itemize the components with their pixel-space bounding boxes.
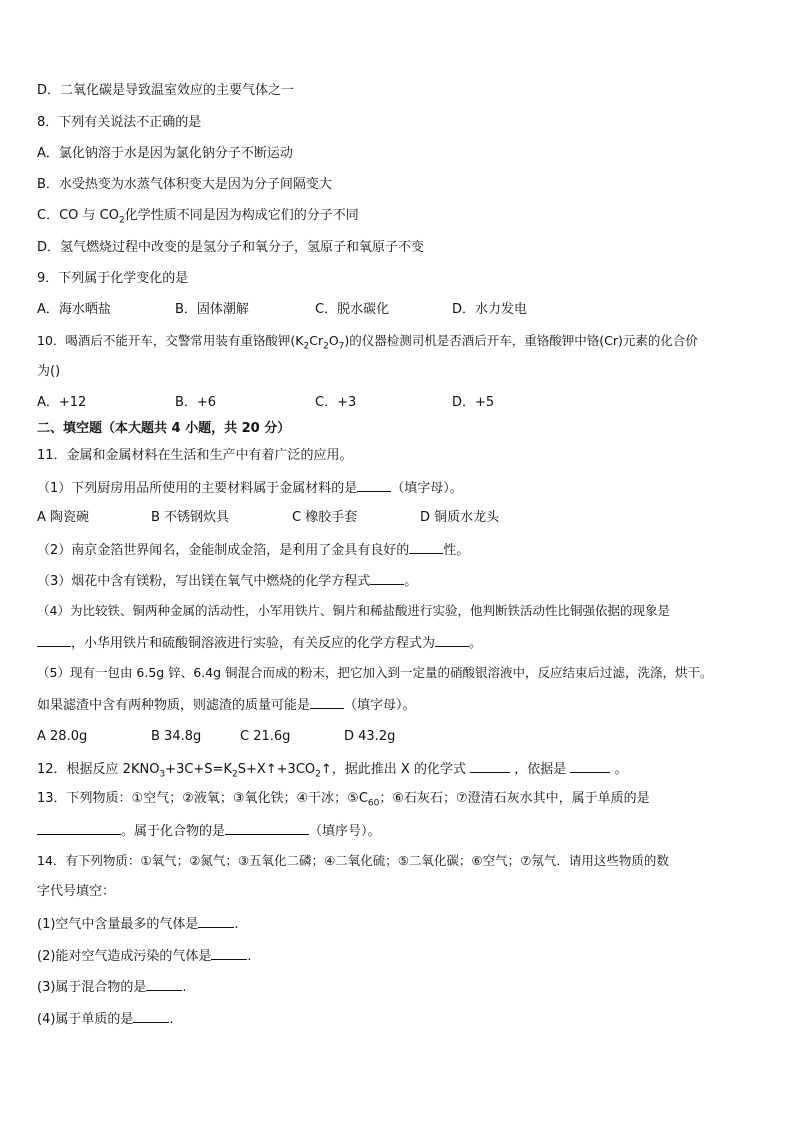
q11-part-3: （3）烟花中含有镁粉，写出镁在氧气中燃烧的化学方程式 。	[37, 574, 418, 589]
question-8: 8．下列有关说法不正确的是	[37, 115, 202, 130]
q9-option-d: D．水力发电	[452, 302, 528, 317]
option-d-co2: D．二氧化碳是导致温室效应的主要气体之一	[37, 83, 295, 98]
answer-blank[interactable]	[211, 947, 247, 960]
answer-blank[interactable]	[435, 634, 469, 647]
section-heading: 二、填空题（本大题共 4 小题，共 20 分）	[37, 421, 291, 436]
q10-option-c: C．+3	[315, 395, 357, 410]
answer-blank[interactable]	[146, 978, 182, 991]
question-9: 9．下列属于化学变化的是	[37, 271, 189, 286]
answer-blank[interactable]	[133, 1010, 169, 1023]
q8-option-c: C．CO 与 $CO_2$化学性质不同是因为构成它们的分子不同	[37, 208, 359, 226]
q8-option-a: A．氯化钠溶于水是因为氯化钠分子不断运动	[37, 146, 293, 161]
q11-part-4-cont: ，小华用铁片和硫酸铜溶液进行实验，有关反应的化学方程式为 。	[37, 634, 482, 652]
q11-part-4: （4）为比较铁、铜两种金属的活动性，小军用铁片、铜片和稀盐酸进行实验，他判断铁活动性比铜强依据的现象是	[37, 603, 670, 618]
question-11: 11．金属和金属材料在生活和生产中有着广泛的应用。	[37, 448, 353, 463]
q11-1-option-a: A 陶瓷碗	[37, 510, 90, 525]
question-13-cont: 。属于化合物的是 （填序号）。	[37, 822, 381, 840]
q11-1-option-d: D 铜质水龙头	[420, 510, 500, 525]
question-12: 12．根据反应 $2KNO_3+3C+S=K_2S+X↑+3CO_2↑$，据此推出 X 的化学式 ，依据是 。	[37, 762, 628, 780]
question-13: 13．下列物质：①空气；②液氧；③氧化铁；④干冰；$⑤C_{60}$；⑥石灰石；⑦澄清石灰水其中，属于单质的是	[37, 791, 650, 809]
answer-blank[interactable]	[37, 634, 71, 647]
q8-option-d: D．氢气燃烧过程中改变的是氢分子和氧分子，氢原子和氧原子不变	[37, 240, 425, 255]
answer-blank[interactable]	[470, 760, 510, 773]
q10-option-d: D．+5	[452, 395, 495, 410]
answer-blank[interactable]	[310, 696, 344, 709]
q14-part-3: (3)属于混合物的是 .	[37, 980, 187, 995]
q11-part-2: （2）南京金箔世界闻名，金能制成金箔，是利用了金具有良好的 性。	[37, 543, 470, 558]
answer-blank[interactable]	[409, 541, 443, 554]
q14-part-2: (2)能对空气造成污染的气体是 .	[37, 949, 252, 964]
q11-part-1: （1）下列厨房用品所使用的主要材料属于金属材料的是 （填字母）。	[37, 481, 463, 496]
answer-blank[interactable]	[357, 479, 391, 492]
q14-part-4: (4)属于单质的是 .	[37, 1012, 174, 1027]
q9-option-b: B．固体潮解	[175, 302, 249, 317]
q9-option-a: A．海水晒盐	[37, 302, 111, 317]
question-10-cont: 为()	[37, 364, 61, 379]
q11-5-option-d: D 43.2g	[344, 729, 396, 744]
q8-option-b: B．水受热变为水蒸气体积变大是因为分子间隔变大	[37, 177, 332, 192]
q11-1-option-c: C 橡胶手套	[292, 510, 358, 525]
q10-option-a: A．+12	[37, 395, 87, 410]
q11-5-option-b: B 34.8g	[151, 729, 202, 744]
q11-1-option-b: B 不锈钢炊具	[151, 510, 230, 525]
answer-blank[interactable]	[370, 572, 404, 585]
question-14: 14．有下列物质：①氧气；②氮气；③五氧化二磷；④二氧化硫；⑤二氧化碳；⑥空气；⑦氖气．请用这些物质的数	[37, 853, 669, 868]
question-14-cont: 字代号填空：	[37, 884, 116, 899]
answer-blank[interactable]	[37, 822, 121, 835]
answer-blank[interactable]	[570, 760, 610, 773]
q11-part-5-cont: 如果滤渣中含有两种物质，则滤渣的质量可能是 （填字母）。	[37, 698, 416, 713]
question-10: 10．喝酒后不能开车，交警常用装有重铬酸钾$(K_2Cr_2O_7)$的仪器检测司机是否酒后开车，重铬酸钾中铬(Cr)元素的化合价	[37, 333, 698, 352]
q11-part-5: （5）现有一包由 6.5g 锌、6.4g 铜混合而成的粉末，把它加入到一定量的硝酸银溶液中，反应结束后过滤，洗涤，烘干。	[37, 665, 713, 680]
q11-5-option-a: A 28.0g	[37, 729, 88, 744]
answer-blank[interactable]	[198, 915, 234, 928]
q10-option-b: B．+6	[175, 395, 217, 410]
q14-part-1: (1)空气中含量最多的气体是 .	[37, 917, 239, 932]
q11-5-option-c: C 21.6g	[240, 729, 291, 744]
answer-blank[interactable]	[225, 822, 309, 835]
q9-option-c: C．脱水碳化	[315, 302, 390, 317]
